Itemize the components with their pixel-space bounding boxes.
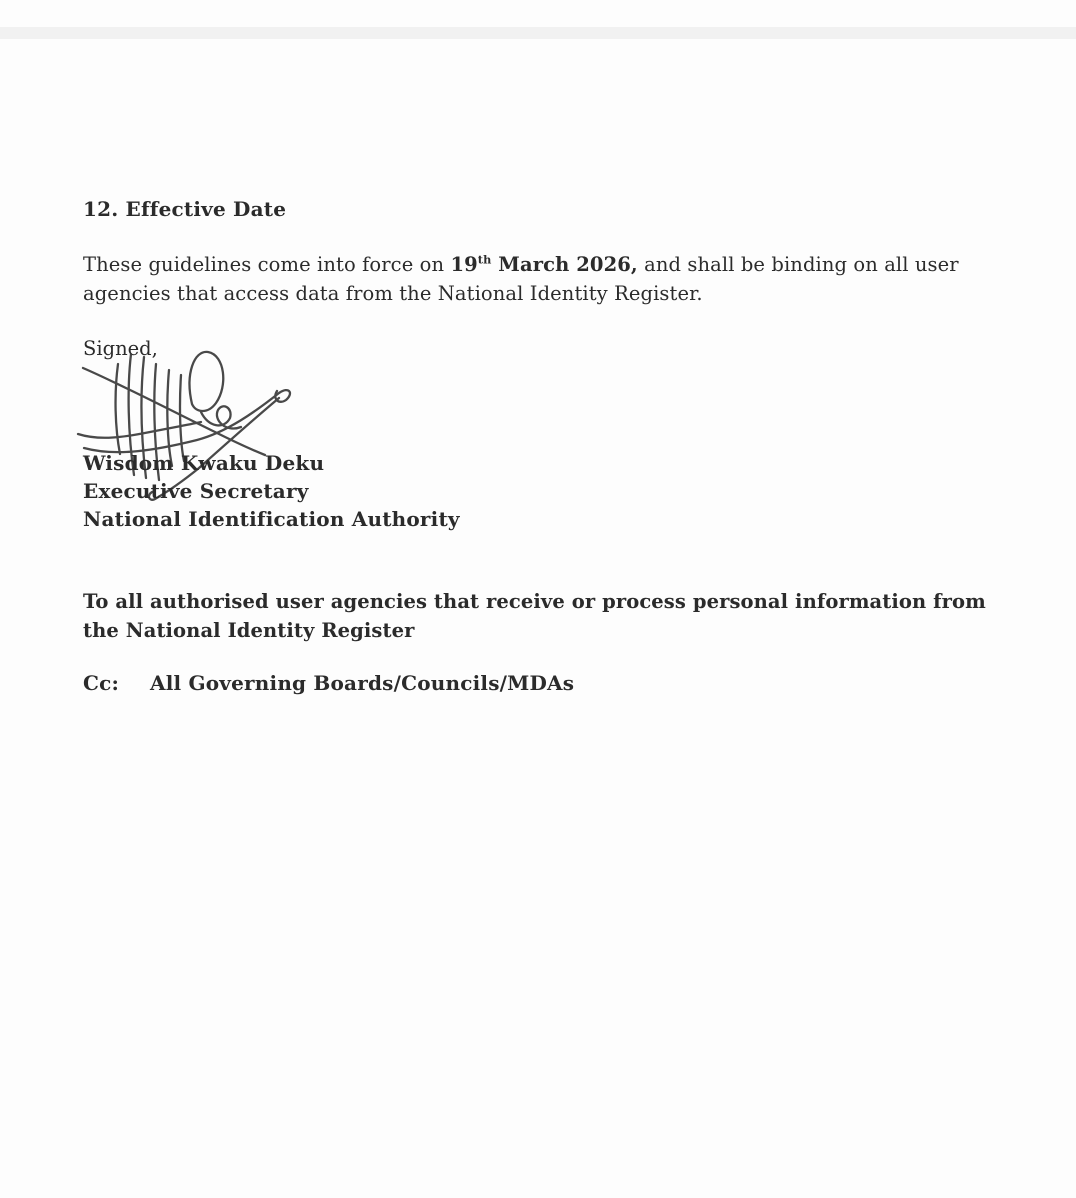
scan-artifact-band (0, 27, 1076, 39)
effective-date-ordinal: th (477, 252, 492, 267)
signed-label: Signed, (83, 337, 158, 360)
cc-label: Cc: (83, 671, 120, 695)
effective-date (450, 253, 637, 276)
addressee-paragraph: To all authorised user agencies that receive or process personal information from the National Identity Register (83, 590, 986, 642)
signature-block (83, 449, 460, 533)
effective-date-day: 19 (450, 253, 478, 276)
signatory-organization: National Identification Authority (83, 507, 460, 531)
cc-value: All Governing Boards/Councils/MDAs (150, 671, 575, 695)
cc-line (83, 671, 574, 695)
body-paragraph (83, 250, 1001, 308)
signatory-name: Wisdom Kwaku Deku (83, 451, 325, 475)
section-heading: 12. Effective Date (83, 197, 287, 221)
body-text-pre: These guidelines come into force on (83, 253, 451, 276)
signatory-title: Executive Secretary (83, 479, 309, 503)
effective-date-rest: March 2026, (491, 253, 638, 276)
body-text-post: and shall be binding on all user agencies that access data from the National Identity Register. (83, 253, 959, 305)
